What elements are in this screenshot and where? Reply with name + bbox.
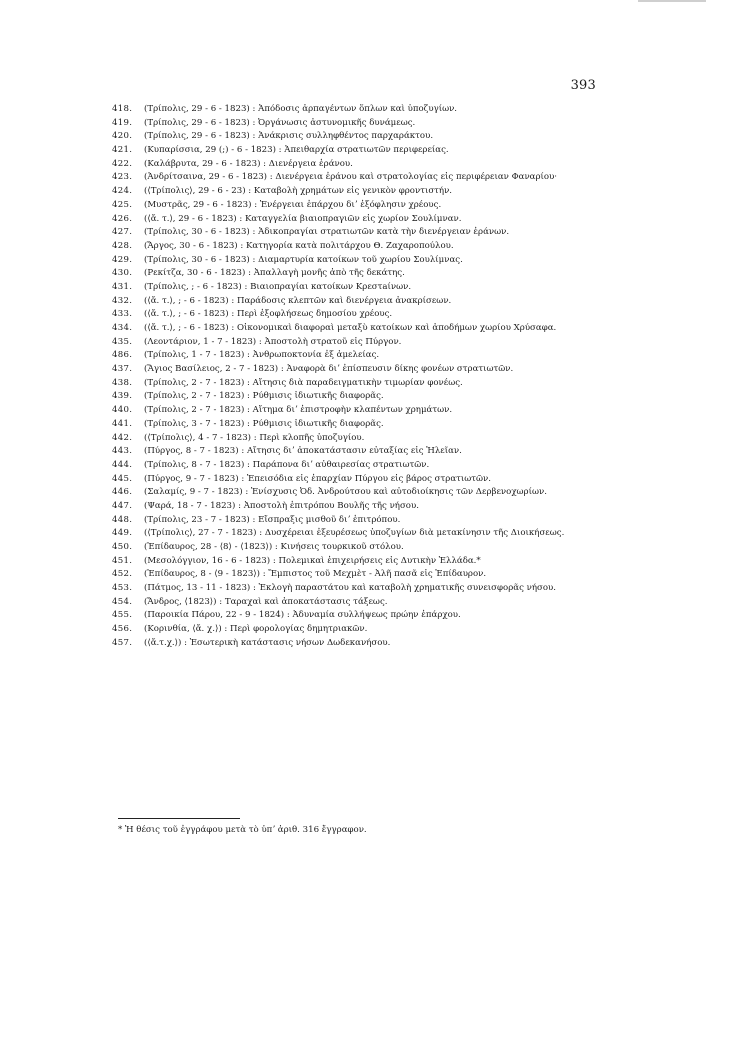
entry-text: (Τρίπολις, 1 - 7 - 1823) : Ἀνθρωποκτονία ἐξ ἀμελείας.	[144, 350, 380, 361]
list-item	[112, 623, 712, 637]
list-item	[112, 637, 712, 651]
entry-number: 438.	[112, 377, 133, 388]
entry-text: (⟨Τρίπολις⟩, 4 - 7 - 1823) : Περὶ κλοπῆς ὑποζυγίου.	[144, 432, 365, 443]
list-item	[112, 445, 712, 459]
entry-number: 447.	[112, 500, 133, 511]
entry-number: 440.	[112, 405, 133, 416]
entry-number: 427.	[112, 227, 133, 238]
list-item	[112, 404, 712, 418]
entry-number: 424.	[112, 186, 133, 197]
list-item	[112, 158, 712, 172]
list-item	[112, 171, 712, 185]
list-item	[112, 432, 712, 446]
entry-number: 423.	[112, 172, 133, 183]
entry-text: (Κορινθία, ⟨ἄ. χ.⟩) : Περὶ φορολογίας δημητριακῶν.	[144, 624, 368, 635]
entry-text: (Τρίπολις, 8 - 7 - 1823) : Παράπονα διʼ αὐθαιρεσίας στρατιωτῶν.	[144, 459, 430, 470]
list-item	[112, 349, 712, 363]
entry-text: (Κυπαρίσσια, 29 (;) - 6 - 1823) : Ἀπειθαρχία στρατιωτῶν περιφερείας.	[144, 145, 449, 156]
entry-number: 455.	[112, 610, 133, 621]
entry-text: (Πύργος, 9 - 7 - 1823) : Ἐπεισόδια εἰς ἐπαρχίαν Πύργου εἰς βάρος στρατιωτῶν.	[144, 473, 491, 484]
entry-text: (Σαλαμίς, 9 - 7 - 1823) : Ἐνίσχυσις Ὀδ. Ἀνδρούτσου καὶ αὐτοδιοίκησις τῶν Δερβενοχωρίων.	[144, 487, 547, 498]
entry-text: (Ἐπίδαυρος, 28 - ⟨8⟩ - ⟨1823⟩) : Κινήσεις τουρκικοῦ στόλου.	[144, 542, 404, 552]
entry-text: (Τρίπολις, 29 - 6 - 1823) : Ἀνάκρισις συλληφθέντος παρχαράκτου.	[144, 131, 434, 142]
entry-number: 439.	[112, 391, 133, 402]
entry-number: 449.	[112, 528, 133, 539]
document-entries-list	[112, 103, 712, 651]
entry-number: 452.	[112, 569, 133, 580]
entry-number: 420.	[112, 131, 133, 142]
list-item	[112, 213, 712, 227]
list-item	[112, 555, 712, 569]
entry-number: 457.	[112, 637, 133, 648]
entry-text: (⟨ἄ. τ.⟩, ; - 6 - 1823) : Περὶ ἐξοφλήσεως δημοσίου χρέους.	[144, 309, 393, 320]
list-item	[112, 254, 712, 268]
entry-number: 419.	[112, 117, 133, 128]
entry-number: 443.	[112, 446, 133, 457]
list-item	[112, 130, 712, 144]
list-item	[112, 500, 712, 514]
entry-text: (Τρίπολις, 30 - 6 - 1823) : Ἀδικοπραγίαι στρατιωτῶν κατὰ τὴν διενέργειαν ἐράνων.	[144, 227, 510, 238]
entry-number: 429.	[112, 254, 133, 265]
entry-number: 431.	[112, 281, 133, 292]
entry-text: (⟨ἄ.τ.χ.⟩) : Ἐσωτερικὴ κατάστασις νήσων Δωδεκανήσου.	[144, 637, 391, 648]
list-item	[112, 459, 712, 473]
entry-number: 421.	[112, 145, 133, 156]
page-number: 393	[570, 78, 596, 93]
entry-number: 444.	[112, 459, 133, 470]
entry-text: (⟨ἄ. τ.⟩, ; - 6 - 1823) : Παράδοσις κλεπτῶν καὶ διενέργεια ἀνακρίσεων.	[144, 295, 452, 306]
list-item	[112, 117, 712, 131]
entry-text: (Τρίπολις, 29 - 6 - 1823) : Ἀπόδοσις ἁρπαγέντων ὅπλων καὶ ὑποζυγίων.	[144, 104, 458, 114]
entry-text: (Τρίπολις, 23 - 7 - 1823) : Εἴσπραξις μισθοῦ διʼ ἐπιτρόπου.	[144, 514, 401, 525]
footnote-rule	[118, 818, 240, 819]
entry-text: (Μεσολόγγιον, 16 - 6 - 1823) : Πολεμικαὶ ἐπιχειρήσεις εἰς Δυτικὴν Ἑλλάδα.*	[144, 555, 481, 566]
list-item	[112, 527, 712, 541]
list-item	[112, 185, 712, 199]
entry-text: (⟨Τρίπολις⟩, 29 - 6 - 23) : Καταβολὴ χρημάτων εἰς γενικὸν φροντιστήν.	[144, 186, 453, 197]
list-item	[112, 240, 712, 254]
list-item	[112, 226, 712, 240]
entry-text: (Ψαρά, 18 - 7 - 1823) : Ἀποστολὴ ἐπιτρόπου Βουλῆς τῆς νήσου.	[144, 500, 419, 511]
list-item	[112, 144, 712, 158]
entry-text: (Τρίπολις, 29 - 6 - 1823) : Ὀργάνωσις ἀστυνομικῆς δυνάμεως.	[144, 117, 416, 128]
entry-text: (Πύργος, 8 - 7 - 1823) : Αἴτησις διʼ ἀποκατάστασιν εὐταξίας εἰς Ἠλεῖαν.	[144, 446, 462, 457]
list-item	[112, 418, 712, 432]
list-item	[112, 486, 712, 500]
entry-number: 422.	[112, 158, 133, 169]
entry-number: 428.	[112, 240, 133, 251]
entry-number: 437.	[112, 364, 133, 375]
list-item	[112, 473, 712, 487]
list-item	[112, 281, 712, 295]
entry-text: (Τρίπολις, ; - 6 - 1823) : Βιαιοπραγίαι κατοίκων Κρεστaίνων.	[144, 281, 412, 292]
list-item	[112, 267, 712, 281]
entry-number: 448.	[112, 514, 133, 525]
entry-number: 451.	[112, 555, 133, 566]
entry-number: 435.	[112, 336, 133, 347]
entry-text: (Τρίπολις, 2 - 7 - 1823) : Αἴτησις διὰ παραδειγματικὴν τιμωρίαν φονέως.	[144, 377, 463, 388]
entry-number: 432.	[112, 295, 133, 306]
entry-text: (Ἅγιος Βασίλειος, 2 - 7 - 1823) : Ἀναφορὰ διʼ ἐπίσπευσιν δίκης φονέων στρατιωτῶν.	[144, 364, 514, 375]
entry-text: (Τρίπολις, 2 - 7 - 1823) : Ρύθμισις ἰδιωτικῆς διαφορᾶς.	[144, 391, 384, 402]
list-item	[112, 390, 712, 404]
entry-number: 486.	[112, 350, 133, 361]
list-item	[112, 377, 712, 391]
entry-number: 441.	[112, 418, 133, 429]
entry-number: 445.	[112, 473, 133, 484]
entry-text: (Ἀνδρίτσαινα, 29 - 6 - 1823) : Διενέργεια ἐράνου καὶ στρατολογίας εἰς περιφέρειαν Φαναρίου·	[144, 172, 558, 183]
entry-text: (Λεοντάριον, 1 - 7 - 1823) : Ἀποστολὴ στρατοῦ εἰς Πύργον.	[144, 336, 402, 347]
entry-number: 425.	[112, 199, 133, 210]
list-item	[112, 308, 712, 322]
entry-text: (Πάτμος, 13 - 11 - 1823) : Ἐκλογὴ παραστάτου καὶ καταβολὴ χρηματικῆς συνεισφορᾶς νήσου.	[144, 583, 557, 594]
list-item	[112, 199, 712, 213]
list-item	[112, 596, 712, 610]
list-item	[112, 582, 712, 596]
entry-text: (Παροικία Πάρου, 22 - 9 - 1824) : Ἀδυναμία συλλήψεως πρώην ἐπάρχου.	[144, 610, 461, 621]
entry-number: 426.	[112, 213, 133, 224]
entry-number: 442.	[112, 432, 133, 443]
entry-text: (⟨Τρίπολις⟩, 27 - 7 - 1823) : Δυσχέρειαι ἐξευρέσεως ὑποζυγίων διὰ μετακίνησιν τῆς Διοικήσεως.	[144, 528, 565, 539]
entry-number: 430.	[112, 268, 133, 279]
list-item	[112, 541, 712, 555]
entry-number: 450.	[112, 542, 133, 552]
list-item	[112, 514, 712, 528]
list-item	[112, 336, 712, 350]
entry-number: 434.	[112, 323, 133, 333]
list-item	[112, 322, 712, 336]
list-item	[112, 363, 712, 377]
entry-text: (Ἄργος, 30 - 6 - 1823) : Κατηγορία κατὰ πολιτάρχου Θ. Ζαχαροπούλου.	[144, 240, 454, 251]
entry-text: (Ρεκίτζα, 30 - 6 - 1823) : Ἀπαλλαγὴ μονῆς ἀπὸ τῆς δεκάτης.	[144, 268, 405, 279]
list-item	[112, 568, 712, 582]
entry-text: (Ἄνδρος, ⟨1823⟩) : Ταραχαὶ καὶ ἀποκατάστασις τάξεως.	[144, 596, 388, 607]
list-item	[112, 103, 712, 117]
entry-number: 446.	[112, 487, 133, 498]
entry-number: 418.	[112, 104, 133, 114]
top-edge-rule	[638, 0, 706, 2]
entry-text: (Καλάβρυτα, 29 - 6 - 1823) : Διενέργεια ἐράνου.	[144, 158, 353, 169]
entry-text: (Τρίπολις, 2 - 7 - 1823) : Αἴτημα διʼ ἐπιστροφὴν κλαπέντων χρημάτων.	[144, 405, 453, 416]
entry-text: (⟨ἄ. τ.⟩, ; - 6 - 1823) : Οἰκονομικαὶ διαφοραὶ μεταξὺ κατοίκων καὶ ἀποδήμων χωρίου Χρύσαφα.	[144, 323, 557, 333]
entry-text: (Μυστρᾶς, 29 - 6 - 1823) : Ἐνέργειαι ἐπάρχου διʼ ἐξόφλησιν χρέους.	[144, 199, 442, 210]
entry-number: 453.	[112, 583, 133, 594]
list-item	[112, 295, 712, 309]
entry-text: (Τρίπολις, 3 - 7 - 1823) : Ρύθμισις ἰδιωτικῆς διαφορᾶς.	[144, 418, 384, 429]
entry-number: 433.	[112, 309, 133, 320]
entry-number: 454.	[112, 596, 133, 607]
entry-text: (Ἐπίδαυρος, 8 - ⟨9 - 1823⟩) : Ἔμπιστος τοῦ Μεχμὲτ - Ἀλῆ πασᾶ εἰς Ἐπίδαυρον.	[144, 569, 487, 580]
entry-text: (⟨ἄ. τ.⟩, 29 - 6 - 1823) : Καταγγελία βιαιοπραγιῶν εἰς χωρίον Σουλίμναν.	[144, 213, 462, 224]
entry-number: 456.	[112, 624, 133, 635]
list-item	[112, 609, 712, 623]
footnote: * Ἡ θέσις τοῦ ἐγγράφου μετὰ τὸ ὑπʼ ἀριθ. 316 ἔγγραφον.	[118, 825, 367, 835]
entry-text: (Τρίπολις, 30 - 6 - 1823) : Διαμαρτυρία κατοίκων τοῦ χωρίου Σουλίμνας.	[144, 254, 463, 265]
